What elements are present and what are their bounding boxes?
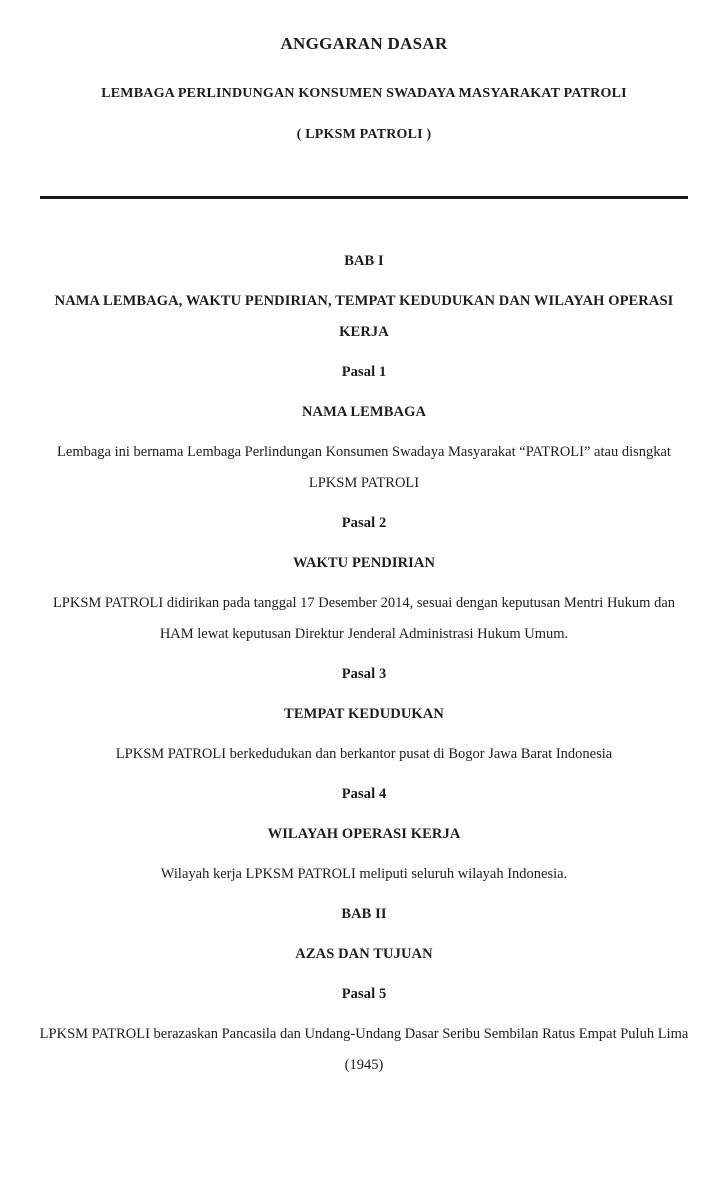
paragraph-waktu-pendirian: LPKSM PATROLI didirikan pada tanggal 17 Desember 2014, sesuai dengan keputusan Mentri Hukum dan HAM lewat keputusan Direktur Jenderal Administrasi Hukum Umum. bbox=[52, 595, 676, 642]
article-title-nama-lembaga: NAMA LEMBAGA bbox=[301, 404, 427, 420]
article-heading-pasal-1: Pasal 1 bbox=[341, 364, 387, 380]
article-heading-pasal-2: Pasal 2 bbox=[341, 515, 387, 531]
paragraph-tempat-kedudukan: LPKSM PATROLI berkedudukan dan berkantor pusat di Bogor Jawa Barat Indonesia bbox=[115, 746, 613, 762]
article-title-tempat-kedudukan: TEMPAT KEDUDUKAN bbox=[284, 706, 444, 722]
paragraph-wilayah-operasi-kerja: Wilayah kerja LPKSM PATROLI meliputi seluruh wilayah Indonesia. bbox=[160, 866, 568, 882]
chapter-heading-bab-ii: BAB II bbox=[341, 906, 387, 922]
document-header bbox=[36, 33, 692, 199]
paragraph-nama-lembaga: Lembaga ini bernama Lembaga Perlindungan Konsumen Swadaya Masyarakat “PATROLI” atau disngkat LPKSM PATROLI bbox=[57, 444, 671, 491]
document-title: ANGGARAN DASAR bbox=[280, 34, 448, 53]
paragraph-azas: LPKSM PATROLI berazaskan Pancasila dan Undang-Undang Dasar Seribu Sembilan Ratus Empat Puluh Lima (1945) bbox=[39, 1026, 689, 1073]
header-divider-rule bbox=[40, 196, 688, 199]
article-title-waktu-pendirian: WAKTU PENDIRIAN bbox=[292, 555, 436, 571]
chapter-title-bab-ii: AZAS DAN TUJUAN bbox=[295, 946, 433, 962]
article-title-wilayah-operasi-kerja: WILAYAH OPERASI KERJA bbox=[267, 826, 461, 842]
document-abbreviation: ( LPKSM PATROLI ) bbox=[296, 127, 432, 142]
document-subtitle: LEMBAGA PERLINDUNGAN KONSUMEN SWADAYA MASYARAKAT PATROLI bbox=[101, 86, 627, 101]
article-heading-pasal-4: Pasal 4 bbox=[341, 786, 387, 802]
article-heading-pasal-3: Pasal 3 bbox=[341, 666, 387, 682]
document-body bbox=[36, 246, 692, 1081]
article-heading-pasal-5: Pasal 5 bbox=[341, 986, 387, 1002]
chapter-title-bab-i: NAMA LEMBAGA, WAKTU PENDIRIAN, TEMPAT KEDUDUKAN DAN WILAYAH OPERASI KERJA bbox=[54, 293, 674, 340]
chapter-heading-bab-i: BAB I bbox=[344, 253, 384, 269]
